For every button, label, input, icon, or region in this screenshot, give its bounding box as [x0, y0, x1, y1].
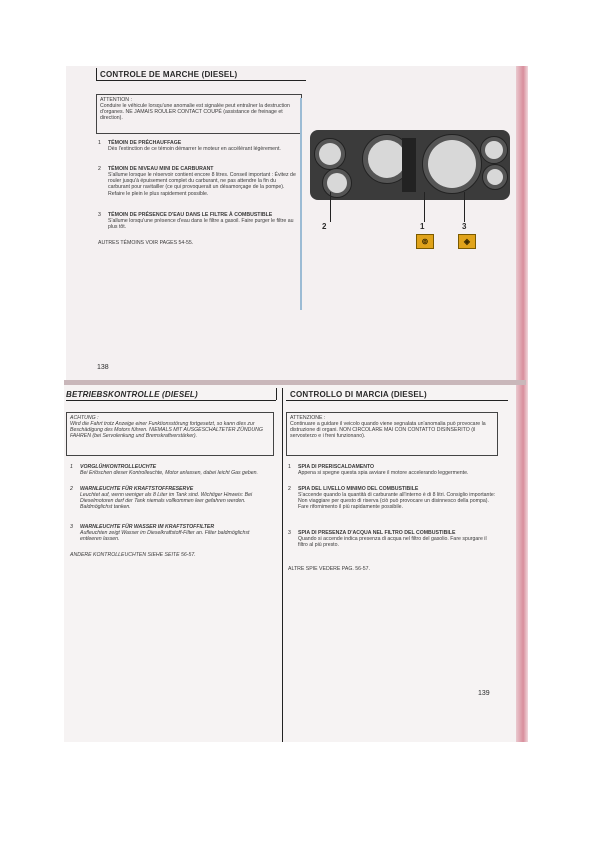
instrument-cluster: [310, 130, 510, 200]
attention-body-fr: Conduire le véhicule lorsqu'une anomalie est signalée peut entraîner la destruction d'organes. NE JAMAIS ROULER CONTACT COUPÉ (assistance de freinage et direction).: [100, 103, 290, 122]
item-body: Appena si spegne questa spia avviare il motore accelerando leggermente.: [298, 470, 469, 476]
gauge: [322, 168, 352, 198]
callout-label: 2: [322, 222, 327, 231]
footer-note-it: ALTRE SPIE VEDERE PAG. 56-57.: [288, 566, 370, 572]
attention-title-de: ACHTUNG :: [70, 415, 99, 421]
item-body: Quando si accende indica presenza di acqua nel filtro del gasolio. Fare spurgare il filtro al più presto.: [298, 536, 487, 549]
item-title: TÉMOIN DE PRÉSENCE D'EAU DANS LE FILTRE À COMBUSTIBLE: [108, 212, 273, 218]
item-number: 3: [288, 530, 291, 536]
water-in-fuel-warning-icon: ◈: [458, 234, 476, 249]
item-title: WARNLEUCHTE FÜR WASSER IM KRAFTSTOFFILTER: [80, 524, 215, 530]
gauge: [480, 136, 508, 164]
attention-body-it: Continuare a guidare il veicolo quando viene segnalata un'anomalia può provocare la distruzione di organi. NON CIRCOLARE MAI CON CONTATTO DISINSERITO (il servosterzo e i freni funzionano).: [290, 421, 486, 440]
item-number: 1: [98, 140, 101, 146]
title-bar: [96, 68, 97, 80]
attention-title-it: ATTENZIONE :: [290, 415, 326, 421]
callout-label: 1: [420, 222, 425, 231]
callout-line: [424, 192, 425, 222]
item-title: WARNLEUCHTE FÜR KRAFTSTOFFRESERVE: [80, 486, 194, 492]
callout-label: 3: [462, 222, 467, 231]
column-divider: [282, 388, 283, 742]
guide-line: [300, 98, 302, 310]
page-number: 138: [97, 364, 109, 371]
page-number: 139: [478, 690, 490, 697]
item-number: 1: [70, 464, 73, 470]
footer-note-de: ANDERE KONTROLLEUCHTEN SIEHE SEITE 56-57.: [70, 552, 196, 558]
item-title: TÉMOIN DE NIVEAU MINI DE CARBURANT: [108, 166, 214, 172]
title-underline: [286, 400, 508, 401]
item-body: Leuchtet auf, wenn weniger als 8 Liter im Tank sind. Wichtiger Hinweis: Bei Dieselmotoren darf der Tank niemals vollkommen leer gefahren werden. Baldmöglichst tanken.: [80, 492, 253, 511]
item-body: Bei Erlöschen dieser Kontrolleuchte, Motor anlassen, dabei leicht Gas geben.: [80, 470, 258, 476]
callout-line: [330, 192, 331, 222]
section-title-it: CONTROLLO DI MARCIA (DIESEL): [290, 390, 427, 399]
title-bar: [276, 388, 277, 400]
title-underline: [66, 400, 276, 401]
page-edge: [516, 66, 528, 742]
item-title: TÉMOIN DE PRÉCHAUFFAGE: [108, 140, 182, 146]
item-number: 2: [70, 486, 73, 492]
item-number: 1: [288, 464, 291, 470]
section-title-de: BETRIEBSKONTROLLE (DIESEL): [66, 390, 198, 399]
warning-light-panel: [402, 138, 416, 192]
footer-note-fr: AUTRES TÉMOINS VOIR PAGES 54-55.: [98, 240, 194, 246]
item-body: Dès l'extinction de ce témoin démarrer le moteur en accélérant légèrement.: [108, 146, 281, 152]
item-body: Aufleuchten zeigt Wasser im Dieselkraftstoff-Filter an. Filter baldmöglichst entleeren lassen.: [80, 530, 250, 543]
item-body: S'allume lorsque le réservoir contient encore 8 litres. Conseil important : Évitez de rouler jusqu'à épuisement complet du carburant, ne pas attendre la fin du carburant pour ravitailler (ce qui provoquerait un désamorçage de la pompe). Refaire le plein le plus rapidement possible.: [108, 172, 296, 197]
item-body: S'allume lorsqu'une présence d'eau dans le filtre a gasoil. Faire purger le filtre au plus tôt.: [108, 218, 294, 231]
item-number: 2: [288, 486, 291, 492]
item-body: S'accende quando la quantità di carburante all'interno è di 8 litri. Consiglio importante: Non viaggiare per questo di riserva (ciò può provocare un disinnesco della pompa). Fare rifornimento il più rapidamente possibile.: [298, 492, 496, 511]
item-title: SPIA DI PRESENZA D'ACQUA NEL FILTRO DEL COMBUSTIBILE: [298, 530, 456, 536]
section-title-fr: CONTROLE DE MARCHE (DIESEL): [100, 70, 238, 79]
gauge: [482, 164, 508, 190]
item-title: SPIA DI PRERISCALDAMENTO: [298, 464, 375, 470]
attention-body-de: Wird die Fahrt trotz Anzeige einer Funktionsstörung fortgesetzt, so kann dies zur Beschädigung des Motors führen. NIEMALS MIT AUSGESCHALTETER ZÜNDUNG FAHREN (bei Servolenkung und Bremskraftverstärker).: [70, 421, 263, 440]
item-number: 2: [98, 166, 101, 172]
glow-plug-warning-icon: ⊚: [416, 234, 434, 249]
gauge: [314, 138, 346, 170]
item-number: 3: [98, 212, 101, 218]
page-fold: [64, 380, 526, 385]
item-number: 3: [70, 524, 73, 530]
callout-line: [464, 192, 465, 222]
title-underline: [96, 80, 306, 81]
attention-title-fr: ATTENTION :: [100, 97, 132, 103]
speedometer: [422, 134, 482, 194]
item-title: SPIA DEL LIVELLO MINIMO DEL COMBUSTIBILE: [298, 486, 419, 492]
item-title: VORGLÜHKONTROLLEUCHTE: [80, 464, 157, 470]
